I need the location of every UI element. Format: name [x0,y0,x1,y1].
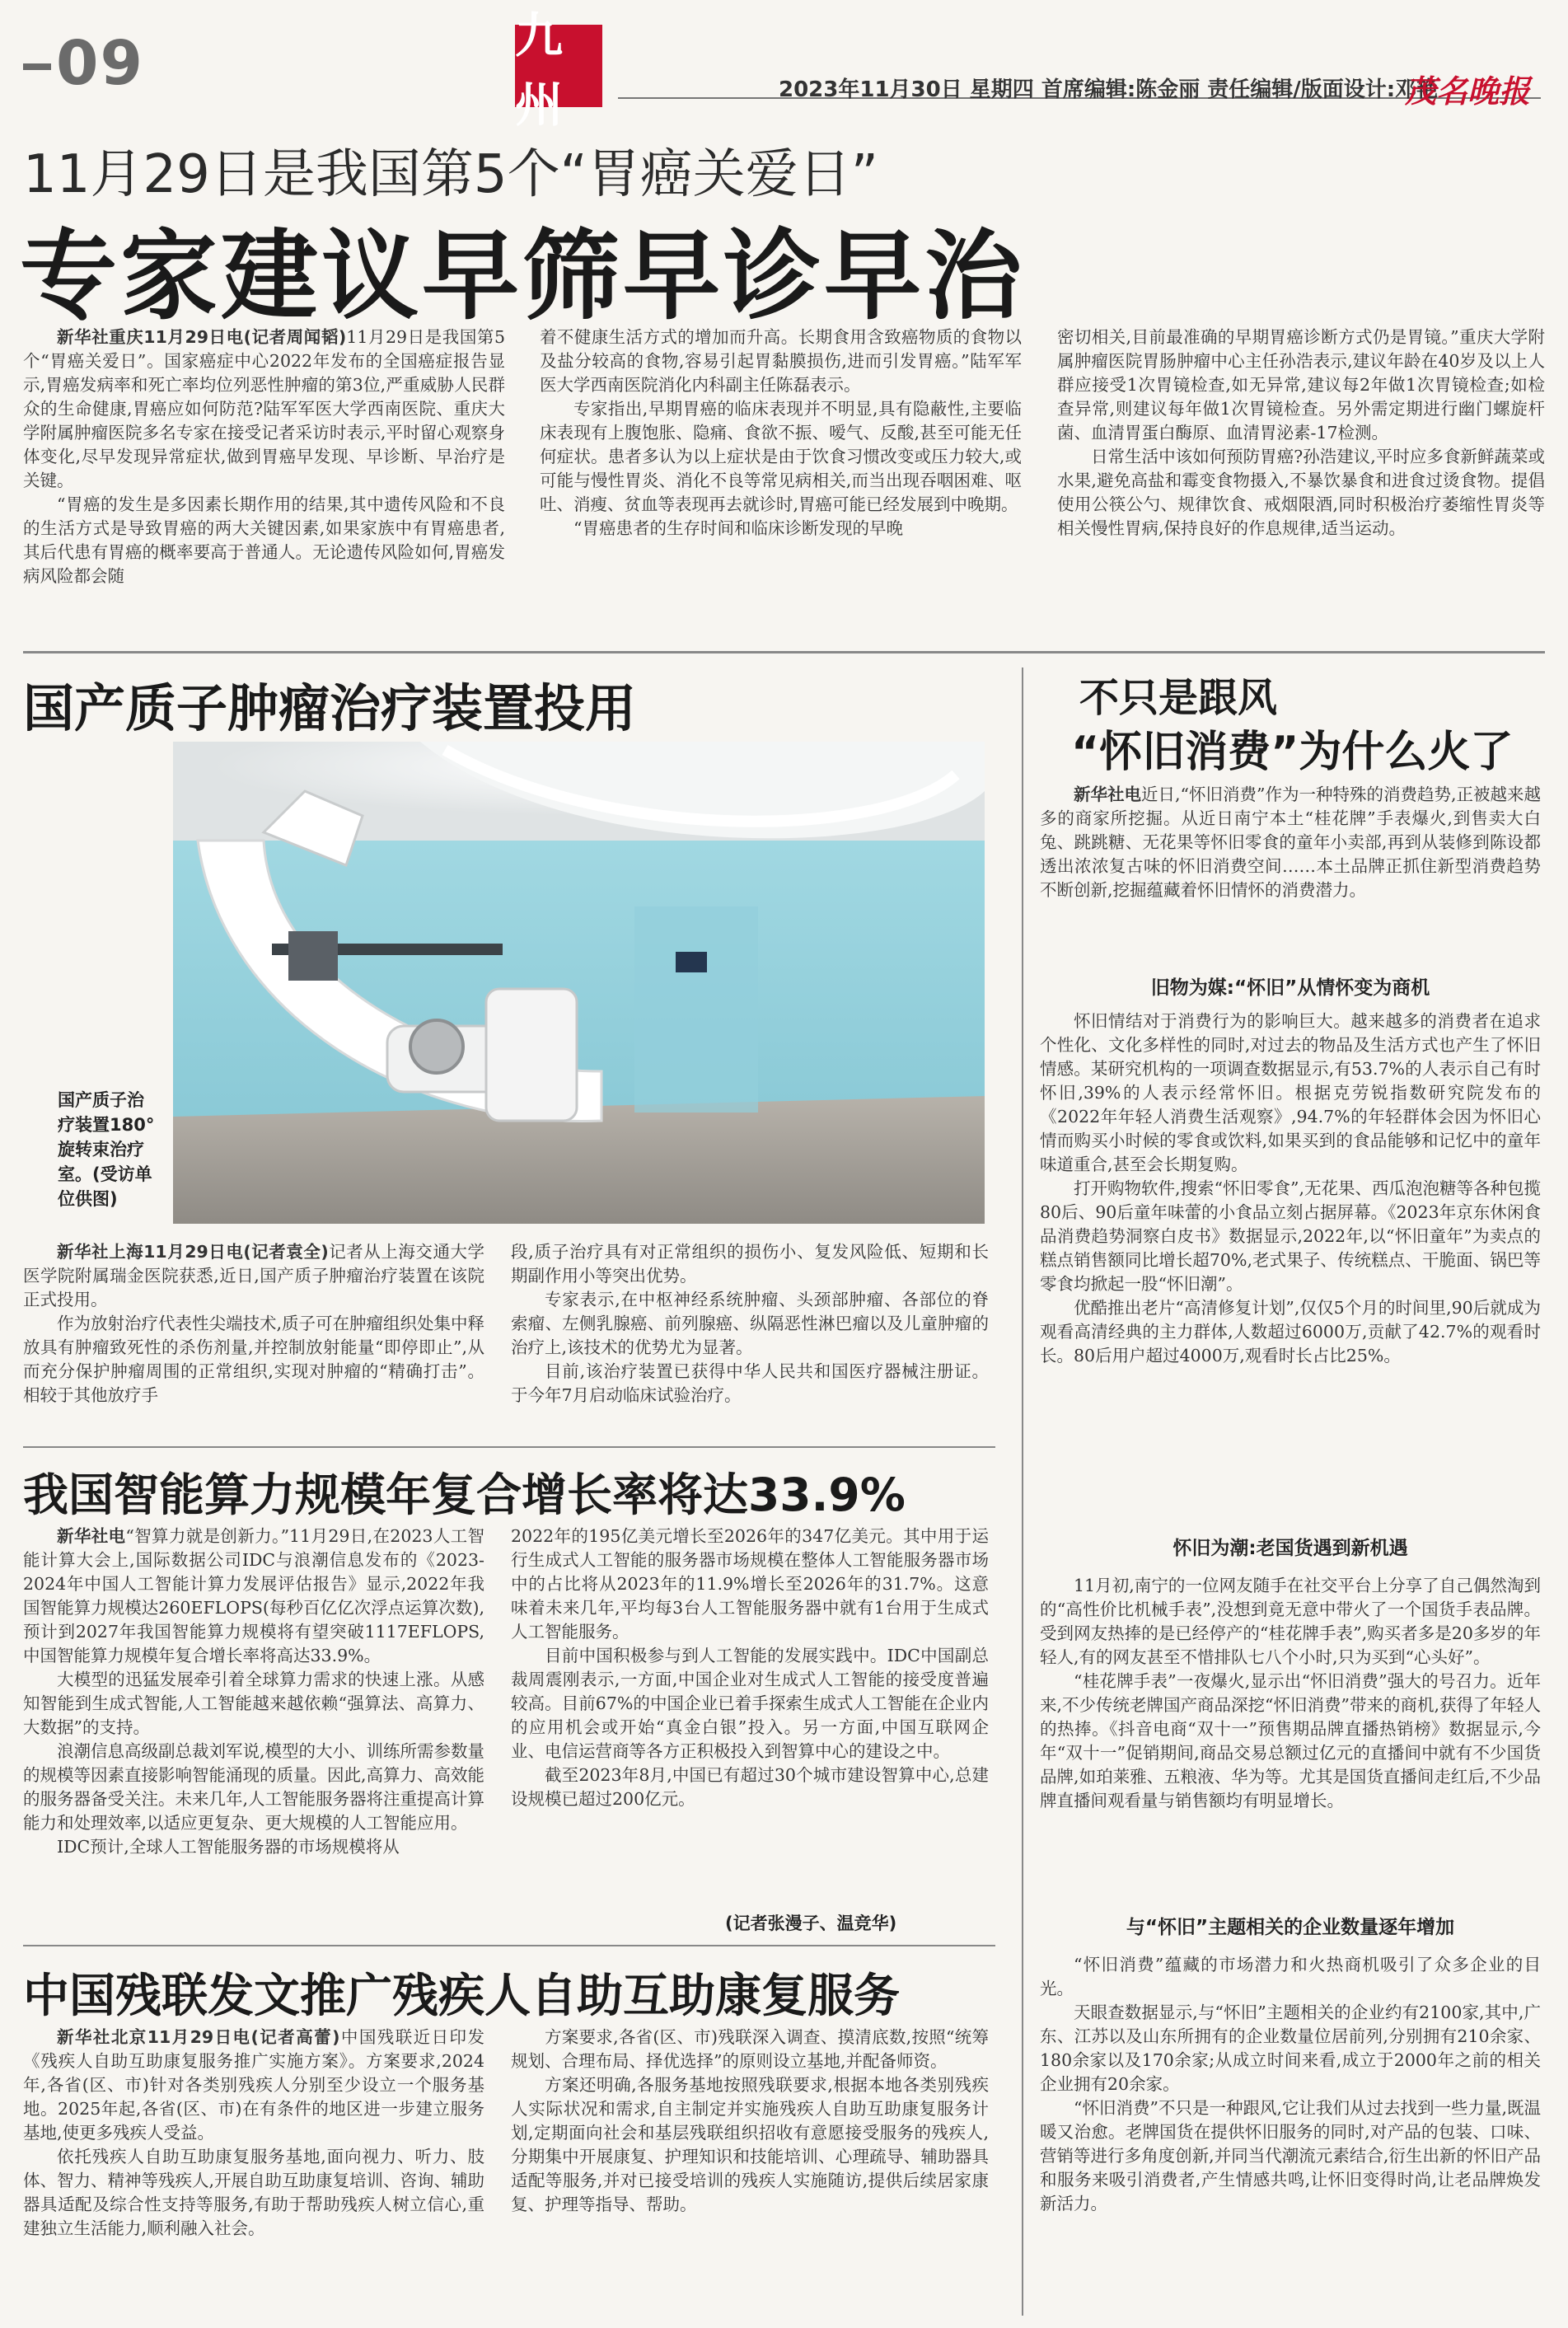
proton-col-1 [23,1240,484,1446]
paragraph [23,1740,484,1835]
paragraph-text: 浪潮信息高级副总裁刘军说,模型的大小、训练所需参数量的规模等因素直接影响智能涌现的质量。因此,高算力、高效能的服务器备受关注。未来几年,人工智能服务器将注重提高计算能力和处理效率,以适应更复杂、更大规模的人工智能应用。 [23,1741,485,1833]
paragraph-text: “桂花牌手表”一夜爆火,显示出“怀旧消费”强大的号召力。近年来,不少传统老牌国产商品深挖“怀旧消费”带来的商机,获得了年轻人的热捧。《抖音电商“双十一”预售期品牌直播热销榜》数据显示,今年“双十一”促销期间,商品交易总额过亿元的直播间中就有不少国货品牌,如珀莱雅、五粮液、华为等。尤其是国货直播间走红后,不少品牌直播间观看量与销售额均有明显增长。 [1040,1671,1541,1810]
lead-col-3 [1057,326,1545,630]
page-number: 09 [23,28,144,99]
byline: 新华社北京11月29日电(记者高蕾) [57,2027,340,2047]
paragraph-text: 大模型的迅猛发展牵引着全球算力需求的快速上涨。从感知智能到生成式智能,人工智能越来越依赖“强算法、高算力、大数据”的支持。 [23,1670,484,1737]
nostalgia-sec-3 [1040,1953,1541,2324]
paragraph-text: “胃癌的发生是多因素长期作用的结果,其中遗传风险和不良的生活方式是导致胃癌的两大关键因素,如果家族中有胃癌患者,其后代患有胃癌的概率要高于普通人。无论遗传风险如何,胃癌发病风险都会随 [23,494,505,586]
nostalgia-subhead-3: 与“怀旧”主题相关的企业数量逐年增加 [1126,1917,1455,1938]
paragraph-text: 段,质子治疗具有对正常组织的损伤小、复发风险低、短期和长期副作用小等突出优势。 [511,1242,989,1286]
nostalgia-sec-1 [1040,1009,1541,1533]
lead-col-2 [540,326,1022,630]
paragraph [1040,2096,1541,2216]
paragraph-text: 记者从上海交通大学医学院附属瑞金医院获悉,近日,国产质子肿瘤治疗装置在该院正式投用。 [23,1242,484,1309]
paragraph [511,1644,989,1764]
paragraph-text: 日常生活中该如何预防胃癌?孙浩建议,平时应多食新鲜蔬菜或水果,避免高盐和霉变食物摄入,不暴饮暴食和进食过烫食物。提倡使用公筷公勺、规律饮食、戒烟限酒,同时积极治疗萎缩性胃炎等相关慢性胃病,保持良好的作息规律,适当运动。 [1057,447,1545,538]
paragraph-text: “怀旧消费”不只是一种跟风,它让我们从过去找到一些力量,既温暖又治愈。老牌国货在提供怀旧服务的同时,对产品的包装、口味、营销等进行多角度创新,并同当代潮流元素结合,衍生出新的怀旧产品和服务来吸引消费者,产生情感共鸣,让怀旧变得时尚,让老品牌焕发新活力。 [1040,2098,1541,2213]
divider-proton [23,1446,995,1448]
paragraph [540,517,1022,541]
paragraph [23,1835,484,1859]
paragraph [540,326,1022,397]
section-divider [23,651,1545,653]
nostalgia-title-line1: 不只是跟风 [1079,675,1278,721]
nostalgia-subhead-2: 怀旧为潮:老国货遇到新机遇 [1172,1538,1408,1559]
computing-col-1 [23,1525,484,1937]
paragraph [511,1240,989,1288]
disability-col-2 [511,2026,989,2322]
paragraph-text: 怀旧情结对于消费行为的影响巨大。越来越多的消费者在追求个性化、文化多样性的同时,对过去的物品及生活方式也产生了怀旧情感。某研究机构的一项调查数据显示,有53.7%的人表示自己有时怀旧,39%的人表示经常怀旧。根据克劳锐指数研究院发布的《2022年年轻人消费生活观察》,94.7%的年轻群体会因为怀旧心情而购买小时候的零食或饮料,如果买到的食品能够和记忆中的童年味道重合,甚至会长期复购。 [1040,1011,1541,1174]
paragraph-text: 天眼查数据显示,与“怀旧”主题相关的企业约有2100家,其中,广东、江苏以及山东所拥有的企业数量位居前列,分别拥有210余家、180余家以及170余家;从成立时间来看,成立于2000年之前的相关企业拥有20余家。 [1040,2002,1541,2094]
byline: 新华社电 [57,1526,126,1546]
byline: 新华社电 [1074,785,1141,804]
paragraph-text: 11月29日是我国第5个“胃癌关爱日”。国家癌症中心2022年发布的全国癌症报告显示,胃癌发病率和死亡率均位列恶性肿瘤的第3位,严重威胁人民群众的生命健康,胃癌应如何防范?陆军军医大学西南医院、重庆大学附属肿瘤医院多名专家在接受记者采访时表示,平时留心观察身体变化,尽早发现异常症状,做到胃癌早发现、早诊断、早治疗是关键。 [23,327,506,490]
paragraph [23,493,505,588]
paragraph [511,1525,989,1644]
byline: 新华社上海11月29日电(记者袁全) [57,1242,329,1262]
paragraph [23,2145,484,2241]
lead-col-1 [23,326,505,630]
disability-col-1 [23,2026,484,2322]
paragraph-text: 截至2023年8月,中国已有超过30个城市建设智算中心,总建设规模已超过200亿元。 [511,1765,989,1809]
paragraph-text: 专家指出,早期胃癌的临床表现并不明显,具有隐蔽性,主要临床表现有上腹饱胀、隐痛、食欲不振、嗳气、反酸,甚至可能无任何症状。患者多认为以上症状是由于饮食习惯改变或压力较大,或可能与慢性胃炎、消化不良等常见病相关,而当出现吞咽困难、呕吐、消瘦、贫血等表现再去就诊时,胃癌可能已经发展到中晚期。 [540,399,1022,514]
lead-headline: 专家建议早筛早诊早治 [20,219,1026,333]
paragraph-text: 密切相关,目前最准确的早期胃癌诊断方式仍是胃镜。”重庆大学附属肿瘤医院胃肠肿瘤中心主任孙浩表示,建议年龄在40岁及以上人群应接受1次胃镜检查,如无异常,建议每2年做1次胃镜检查;如检查异常,则建议每年做1次胃镜检查。另外需定期进行幽门螺旋杆菌、血清胃蛋白酶原、血清胃泌素-17检测。 [1057,327,1545,443]
paragraph-text: “怀旧消费”蕴藏的市场潜力和火热商机吸引了众多企业的目光。 [1040,1955,1541,1998]
paragraph-text: 2022年的195亿美元增长至2026年的347亿美元。其中用于运行生成式人工智能的服务器市场规模在整体人工智能服务器市场中的占比将从2023年的11.9%增长至2026年的31.7%。这意味着未来几年,平均每3台人工智能服务器中就有1台用于生成式人工智能服务。 [511,1526,989,1642]
paragraph [23,1240,484,1312]
paragraph [1040,1574,1541,1670]
paragraph-text: 目前中国积极参与到人工智能的发展实践中。IDC中国副总裁周震刚表示,一方面,中国企业对生成式人工智能的接受度普遍较高。目前67%的中国企业已着手探索生成式人工智能在企业内的应用机会或开始“真金白银”投入。另一方面,中国互联网企业、电信运营商等各方正积极投入到智算中心的建设之中。 [511,1646,989,1761]
nostalgia-intro [1040,783,1541,964]
computing-title: 我国智能算力规模年复合增长率将达33.9% [23,1468,906,1521]
paragraph-text: 依托残疾人自助互助康复服务基地,面向视力、听力、肢体、智力、精神等残疾人,开展自助互助康复培训、咨询、辅助器具适配及综合性支持等服务,有助于帮助残疾人树立信心,重建独立生活能力,顺利融入社会。 [23,2147,485,2238]
computing-col-2 [511,1525,989,1912]
paragraph [511,1360,989,1408]
photo-caption: 国产质子治疗装置180°旋转束治疗室。(受访单位供图) [58,1090,155,1209]
paragraph [1040,2001,1541,2096]
paragraph [511,2026,989,2073]
paragraph [1057,445,1545,541]
paragraph-text: 方案要求,各省(区、市)残联深入调查、摸清底数,按照“统筹规划、合理布局、择优选择”的原则设立基地,并配备师资。 [511,2027,989,2071]
divider-computing [23,1945,995,1946]
paragraph [23,1312,484,1408]
paragraph-text: 中国残联近日印发《残疾人自助互助康复服务推广实施方案》。方案要求,2024年,各省(区、市)针对各类别残疾人分别至少设立一个服务基地。2025年起,各省(区、市)在有条件的地区进一步建立服务基地,使更多残疾人受益。 [23,2027,485,2143]
paragraph-text: “智算力就是创新力。”11月29日,在2023人工智能计算大会上,国际数据公司IDC与浪潮信息发布的《2023-2024年中国人工智能计算力发展评估报告》显示,2022年我国智能算力规模达260EFLOPS(每秒百亿亿次浮点运算次数),预计到2027年我国智能算力规模将有望突破1117EFLOPS,中国智能算力规模年复合增长率将高达33.9%。 [23,1526,485,1665]
paragraph-text: 打开购物软件,搜索“怀旧零食”,无花果、西瓜泡泡糖等各种包揽80后、90后童年味蕾的小食品立刻占据屏幕。《2023年京东休闲食品消费趋势洞察白皮书》数据显示,2022年,以“怀旧童年”为卖点的糕点销售额同比增长超70%,老式果子、传统糕点、干脆面、锅巴等零食均掀起一股“怀旧潮”。 [1040,1178,1541,1294]
paragraph-text: 优酷推出老片“高清修复计划”,仅仅5个月的时间里,90后就成为观看高清经典的主力群体,人数超过6000万,贡献了42.7%的观看时长。80后用户超过4000万,观看时长占比25%。 [1040,1298,1541,1365]
paragraph [23,326,505,493]
paragraph-text: 近日,“怀旧消费”作为一种特殊的消费趋势,正被越来越多的商家所挖掘。从近日南宁本土“桂花牌”手表爆火,到售卖大白兔、跳跳糖、无花果等怀旧零食的童年小卖部,再到从装修到陈设都透出浓浓复古味的怀旧消费空间……本土品牌正抓住新型消费趋势不断创新,挖掘蕴藏着怀旧情怀的消费潜力。 [1040,785,1541,900]
paragraph [1040,1953,1541,2001]
paragraph-text: IDC预计,全球人工智能服务器的市场规模将从 [57,1837,400,1857]
paragraph-text: 目前,该治疗装置已获得中华人民共和国医疗器械注册证。于今年7月启动临床试验治疗。 [511,1361,989,1405]
paragraph-text: 11月初,南宁的一位网友随手在社交平台上分享了自己偶然淘到的“高性价比机械手表”,没想到竟无意中带火了一个国货手表品牌。受到网友热捧的是已经停产的“桂花牌手表”,购买者多是20多岁的年轻人,有的网友甚至不惜排队七八个小时,只为买到“心头好”。 [1040,1576,1541,1667]
paragraph-text: 专家表示,在中枢神经系统肿瘤、头颈部肿瘤、各部位的脊索瘤、左侧乳腺癌、前列腺癌、纵隔恶性淋巴瘤以及儿童肿瘤的治疗上,该技术的优势尤为显著。 [511,1290,989,1357]
proton-title: 国产质子肿瘤治疗装置投用 [23,678,637,738]
paragraph [1040,783,1541,902]
paragraph [511,2073,989,2217]
paragraph [1040,1009,1541,1177]
nostalgia-title-line2: “怀旧消费”为什么火了 [1071,728,1514,777]
dateline: 2023年11月30日 星期四 首席编辑:陈金丽 责任编辑/版面设计:邓艳 [779,77,1439,102]
nostalgia-subhead-1: 旧物为媒:“怀旧”从情怀变为商机 [1150,977,1430,999]
paragraph [540,397,1022,517]
section-tag: 九州 [515,25,602,107]
column-divider [1022,667,1023,2316]
byline: 新华社重庆11月29日电(记者周闻韬) [57,327,347,347]
paragraph-text: 着不健康生活方式的增加而升高。长期食用含致癌物质的食物以及盐分较高的食物,容易引起胃黏膜损伤,进而引发胃癌。”陆军军医大学西南医院消化内科副主任陈磊表示。 [540,327,1022,395]
computing-credit: (记者张漫子、温竞华) [725,1913,897,1933]
lead-kicker: 11月29日是我国第5个“胃癌关爱日” [23,144,878,205]
paragraph [511,1764,989,1811]
paragraph [23,1525,484,1668]
paragraph [1040,1296,1541,1368]
paragraph-text: “胃癌患者的生存时间和临床诊断发现的早晚 [573,518,903,538]
proton-col-2 [511,1240,989,1446]
paragraph [23,2026,484,2145]
disability-title: 中国残联发文推广残疾人自助互助康复服务 [23,1970,900,2023]
paragraph [23,1668,484,1740]
newspaper-logo: 茂名晚报 [1405,73,1531,110]
paragraph-text: 方案还明确,各服务基地按照残联要求,根据本地各类别残疾人实际状况和需求,自主制定并实施残疾人自助互助康复服务计划,定期面向社会和基层残联组织招收有意愿接受服务的残疾人,分期集中开展康复、护理知识和技能培训、心理疏导、辅助器具适配等服务,并对已接受培训的残疾人实施随访,提供后续居家康复、护理等指导、帮助。 [511,2075,989,2214]
paragraph [1040,1670,1541,1813]
paragraph [1057,326,1545,445]
paragraph-text: 作为放射治疗代表性尖端技术,质子可在肿瘤组织处集中释放具有肿瘤致死性的杀伤剂量,并控制放射能量“即停即止”,从而充分保护肿瘤周围的正常组织,实现对肿瘤的“精确打击”。相较于其他放疗手 [23,1314,485,1405]
paragraph [1040,1177,1541,1296]
paragraph [511,1288,989,1360]
nostalgia-sec-2 [1040,1574,1541,1908]
treatment-room-photo [173,742,985,1224]
